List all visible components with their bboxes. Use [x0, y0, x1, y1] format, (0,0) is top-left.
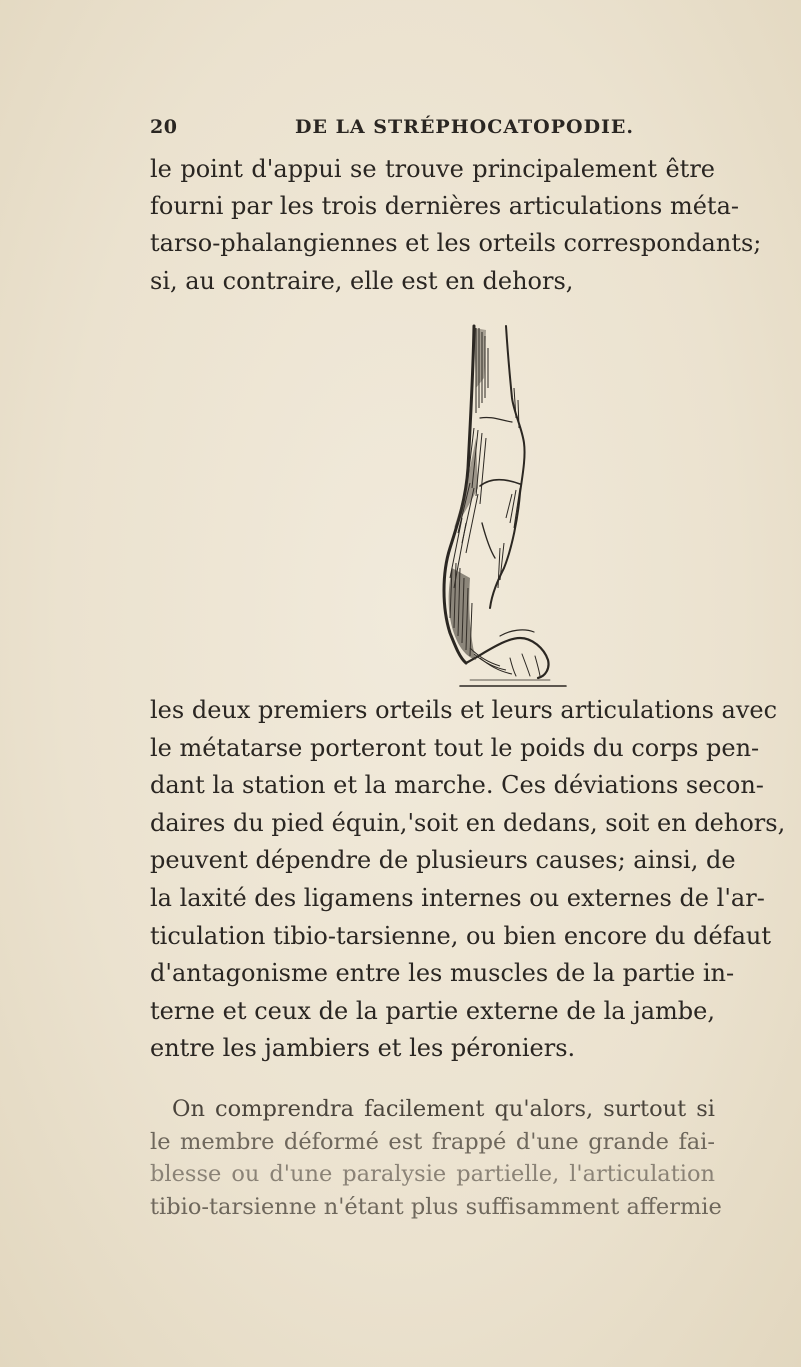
text-line: terne et ceux de la partie externe de la jambe, — [150, 996, 715, 1025]
page-header — [150, 116, 710, 146]
text-line: si, au contraire, elle est en dehors, — [150, 266, 574, 295]
text-line: d'antagonisme entre les muscles de la partie in- — [150, 959, 735, 988]
foot-illustration — [440, 318, 570, 690]
text-line: tibio-tarsienne n'étant plus suffisamment affermie — [150, 1193, 722, 1220]
paragraph-bottom — [150, 692, 786, 1068]
text-line: fourni par les trois dernières articulations méta- — [150, 192, 739, 221]
text-line: le métatarse porteront tout le poids du corps pen- — [150, 733, 760, 762]
text-line: blesse ou d'une paralysie partielle, l'articulation — [150, 1161, 715, 1187]
text-line: tarso-phalangiennes et les orteils correspondants; — [150, 229, 762, 258]
text-line: la laxité des ligamens internes ou externes de l'ar- — [150, 883, 765, 912]
text-line: daires du pied équin,'soit en dedans, soit en dehors, — [150, 808, 786, 837]
text-line: le point d'appui se trouve principalement être — [150, 155, 715, 183]
text-line: entre les jambiers et les péroniers. — [150, 1034, 576, 1063]
paragraph-top — [150, 151, 762, 300]
text-line: peuvent dépendre de plusieurs causes; ainsi, de — [150, 846, 736, 875]
text-line: le membre déformé est frappé d'une grande fai- — [150, 1128, 715, 1155]
page-number: 20 — [150, 116, 178, 138]
text-line: dant la station et la marche. Ces déviations secon- — [150, 771, 764, 800]
running-title: DE LA STRÉPHOCATOPODIE. — [295, 116, 635, 138]
text-line: les deux premiers orteils et leurs articulations avec — [150, 696, 778, 724]
text-line: On comprendra facilement qu'alors, surtout si — [172, 1096, 715, 1122]
text-line: ticulation tibio-tarsienne, ou bien encore du défaut — [150, 921, 771, 950]
paragraph-faded — [150, 1093, 722, 1223]
